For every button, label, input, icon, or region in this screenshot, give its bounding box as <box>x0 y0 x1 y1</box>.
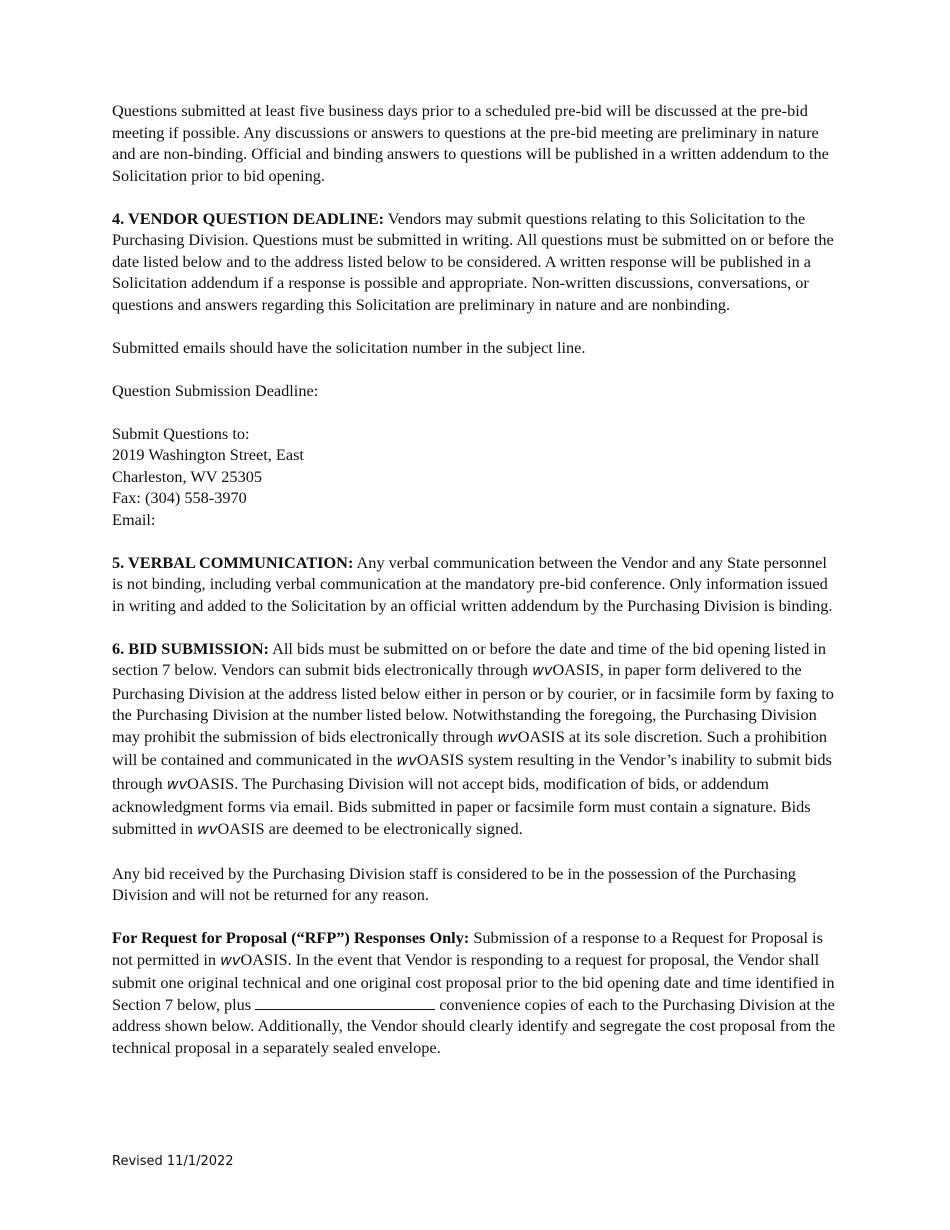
deadline-label: Question Submission Deadline: <box>112 380 319 400</box>
section-5-text: Any verbal communication between the Vendor and any State personnel is not binding, including verbal communication at the mandatory pre-bid conference. Only information issued in writing and added to the Solicitation by an official written addendum by the Purchasing Division is binding. <box>112 552 833 615</box>
revision-footer: Revised 11/1/2022 <box>112 1154 234 1169</box>
rfp-text-c: convenience copies of each to the Purchasing Division at the address shown below. Additionally, the Vendor should clearly identify and segregate the cost proposal from the technical proposal in a separately sealed envelope. <box>112 994 836 1057</box>
wv-logo-text: wv <box>532 663 553 679</box>
section-6-text-a: All bids must be submitted on or before the date and time of the bid opening listed in section 7 below. Vendors can submit bids electronically through <box>112 638 827 679</box>
submit-label: Submit Questions to: <box>112 423 250 443</box>
section-6-text-d: OASIS system resulting in the Vendor’s inability to submit bids through <box>112 750 832 793</box>
section-5-heading: 5. VERBAL COMMUNICATION: <box>112 552 354 572</box>
rfp-heading: For Request for Proposal (“RFP”) Responses Only: <box>112 928 470 947</box>
wv-logo-text: wv <box>220 952 241 969</box>
fax-number: Fax: (304) 558-3970 <box>112 488 247 507</box>
section-6-text-e: OASIS. The Purchasing Division will not accept bids, modification of bids, or addendum acknowledgment forms via email. Bids submitted in paper or facsimile form must contain a signature. Bids submitted in <box>112 773 811 838</box>
section-4-heading: 4. VENDOR QUESTION DEADLINE: <box>112 208 385 228</box>
rfp-text-b: OASIS. In the event that Vendor is responding to a request for proposal, the Vendor shall submit one original technical and one original cost proposal prior to the bid opening date and time identified in Section 7 below, plus <box>112 949 835 1014</box>
address-line-1: 2019 Washington Street, East <box>112 445 304 464</box>
possession-paragraph: Any bid received by the Purchasing Division staff is considered to be in the possession of the Purchasing Division and will not be returned for any reason. <box>112 863 796 904</box>
section-6-text-f: OASIS are deemed to be electronically signed. <box>217 818 523 838</box>
email-label: Email: <box>112 509 156 529</box>
section-4-paragraph <box>112 208 836 316</box>
section-6-text-c: OASIS at its sole discretion. Such a prohibition will be contained and communicated in the <box>112 726 828 769</box>
wv-logo-text: wv <box>396 753 417 769</box>
rfp-paragraph <box>112 927 836 1058</box>
intro-paragraph: Questions submitted at least five business days prior to a scheduled pre-bid will be discussed at the pre-bid meeting if possible. Any discussions or answers to questions at the pre-bid meeting are preliminary in nature and are non-binding. Official and binding answers to questions will be published in a written addendum to the Solicitation prior to bid opening. <box>112 101 829 185</box>
copies-blank-line <box>255 995 435 1010</box>
wv-logo-text: wv <box>166 776 188 793</box>
address-line-2: Charleston, WV 25305 <box>112 466 262 486</box>
emails-note: Submitted emails should have the solicitation number in the subject line. <box>112 337 586 357</box>
section-6-text-b: OASIS, in paper form delivered to the Purchasing Division at the address listed below either in person or by courier, or in facsimile form by faxing to the Purchasing Division at the number listed below. Notwithstanding the foregoing, the Purchasing Division may prohibit the submission of bids electronically through <box>112 660 834 746</box>
wv-logo-text: wv <box>497 729 518 746</box>
section-6-heading: 6. BID SUBMISSION: <box>112 638 269 658</box>
section-4-text: Vendors may submit questions relating to this Solicitation to the Purchasing Division. Questions must be submitted in writing. All questions must be submitted on or before the date listed below and to the address listed below to be considered. A written response will be published in a Solicitation addendum if a response is possible and appropriate. Non-written discussions, conversations, or questions and answers regarding this Solicitation are preliminary in nature and are nonbinding. <box>112 208 834 314</box>
wv-logo-text: wv <box>197 821 218 838</box>
document-body <box>112 100 836 1058</box>
section-6-paragraph <box>112 638 836 842</box>
rfp-text-a: Submission of a response to a Request for Proposal is not permitted in <box>112 928 823 969</box>
section-5-paragraph <box>112 552 836 617</box>
